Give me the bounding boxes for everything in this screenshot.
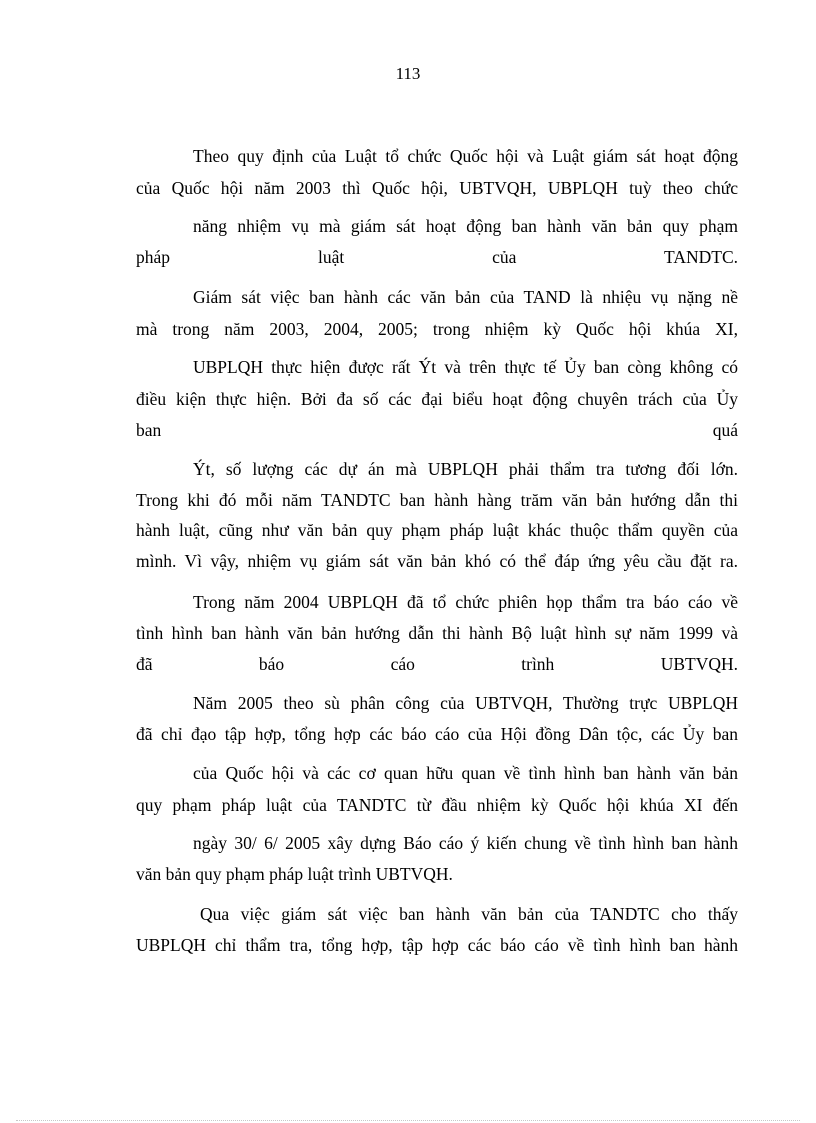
page-number: 113 xyxy=(395,64,421,83)
text-line: của Quốc hội và các cơ quan hữu quan về tình hình ban hành văn bản xyxy=(193,763,738,783)
text-line: UBPLQH chỉ thẩm tra, tổng hợp, tập hợp các báo cáo về tình hình ban hành xyxy=(136,935,738,955)
text-line: đã báo cáo trình UBTVQH. xyxy=(136,654,738,674)
text-line: hành luật, cũng như văn bản quy phạm pháp luật khác thuộc thẩm quyền của xyxy=(136,520,738,540)
text-line: Năm 2005 theo sù phân công của UBTVQH, Thường trực UBPLQH xyxy=(193,693,738,713)
text-line: Ýt, số lượng các dự án mà UBPLQH phải thẩm tra tương đối lớn. xyxy=(193,459,738,479)
text-line: quy phạm pháp luật của TANDTC từ đầu nhiệm kỳ Quốc hội khúa XI đến xyxy=(136,795,738,815)
text-line: Trong năm 2004 UBPLQH đã tổ chức phiên họp thẩm tra báo cáo về xyxy=(193,592,738,612)
text-line: văn bản quy phạm pháp luật trình UBTVQH. xyxy=(136,864,453,884)
text-line: của Quốc hội năm 2003 thì Quốc hội, UBTVQH, UBPLQH tuỳ theo chức xyxy=(136,178,738,198)
text-line: tình hình ban hành văn bản hướng dẫn thi hành Bộ luật hình sự năm 1999 và xyxy=(136,623,738,643)
text-line: đã chỉ đạo tập hợp, tổng hợp các báo cáo của Hội đồng Dân tộc, các Ủy ban xyxy=(136,724,738,744)
text-line: Trong khi đó mỗi năm TANDTC ban hành hàng trăm văn bản hướng dẫn thi xyxy=(136,490,738,510)
text-line: mình. Vì vậy, nhiệm vụ giám sát văn bản khó có thể đáp ứng yêu cầu đặt ra. xyxy=(136,551,738,571)
text-line: UBPLQH thực hiện được rất Ýt và trên thực tế Ủy ban còng không có xyxy=(193,357,738,377)
text-line: mà trong năm 2003, 2004, 2005; trong nhiệm kỳ Quốc hội khúa XI, xyxy=(136,319,738,339)
text-line: điều kiện thực hiện. Bởi đa số các đại biểu hoạt động chuyên trách của Ủy xyxy=(136,389,738,409)
text-line: năng nhiệm vụ mà giám sát hoạt động ban hành văn bản quy phạm xyxy=(193,216,738,236)
text-line: Qua việc giám sát việc ban hành văn bản của TANDTC cho thấy xyxy=(200,904,738,924)
text-line: ban quá xyxy=(136,420,738,440)
text-line: pháp luật của TANDTC. xyxy=(136,247,738,267)
text-line: Giám sát việc ban hành các văn bản của TAND là nhiệu vụ nặng nề xyxy=(193,287,738,307)
footer-rule xyxy=(16,1120,800,1121)
text-line: Theo quy định của Luật tổ chức Quốc hội và Luật giám sát hoạt động xyxy=(193,146,738,166)
text-line: ngày 30/ 6/ 2005 xây dựng Báo cáo ý kiến chung về tình hình ban hành xyxy=(193,833,738,853)
